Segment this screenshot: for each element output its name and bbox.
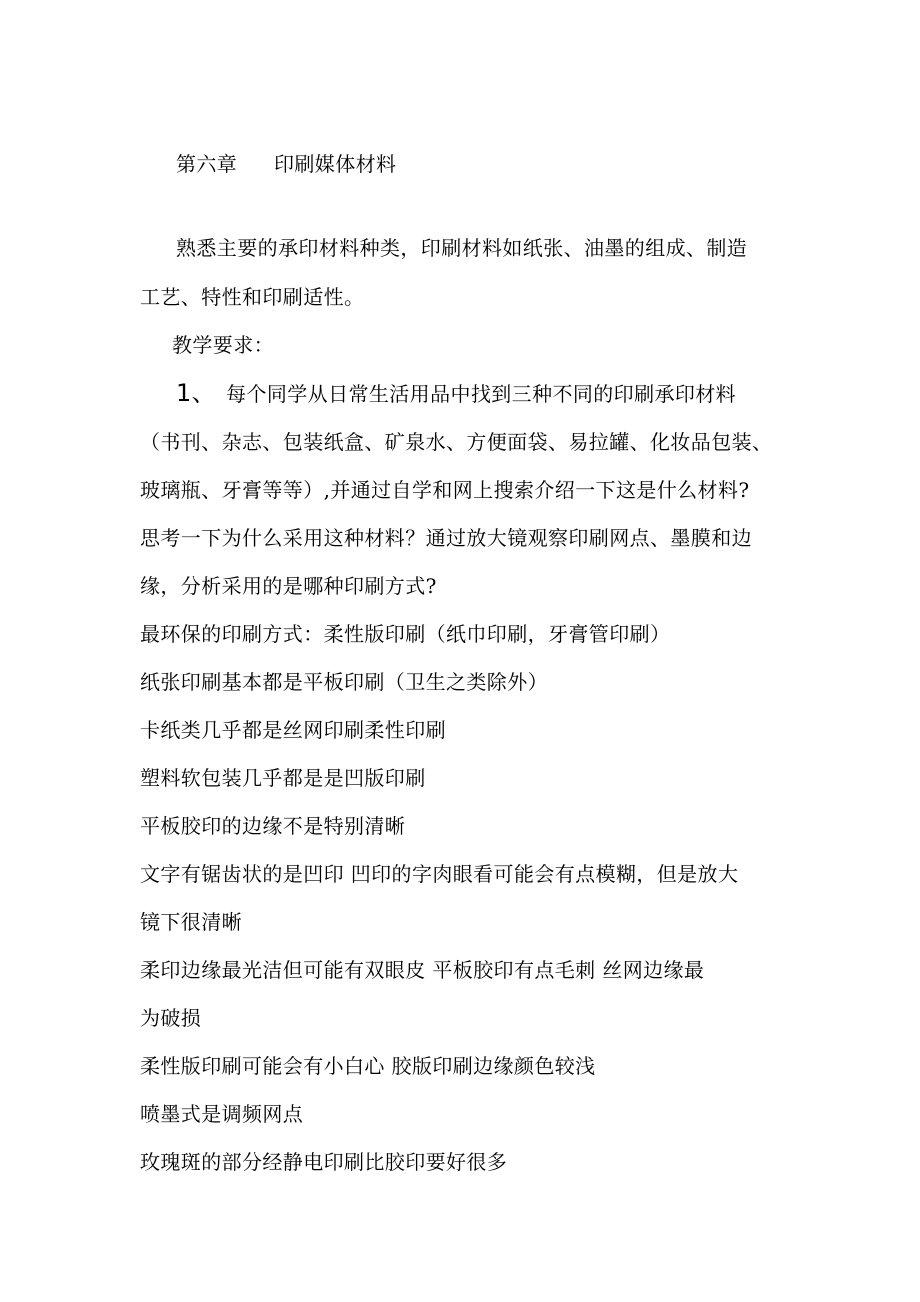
note-line: 纸张印刷基本都是平板印刷（卫生之类除外）	[140, 670, 548, 694]
note-line: 平板胶印的边缘不是特别清晰	[140, 814, 406, 838]
note-line: 为破损	[140, 1006, 202, 1030]
item-1-number: 1、	[176, 379, 217, 407]
note-line: 喷墨式是调频网点	[140, 1102, 304, 1126]
note-line: 文字有锯齿状的是凹印 凹印的字肉眼看可能会有点模糊，但是放大	[140, 862, 739, 886]
note-line: 柔性版印刷可能会有小白心 胶版印刷边缘颜色较浅	[140, 1054, 596, 1078]
item-1-line-5: 缘，分析采用的是哪种印刷方式?	[140, 574, 437, 598]
note-line: 柔印边缘最光洁但可能有双眼皮 平板胶印有点毛刺 丝网边缘最	[140, 958, 705, 982]
note-line: 镜下很清晰	[140, 910, 242, 934]
item-1-line-3: 玻璃瓶、牙膏等等）,并通过自学和网上搜索介绍一下这是什么材料?	[140, 478, 750, 502]
chapter-heading	[176, 152, 396, 176]
note-line: 玫瑰斑的部分经静电印刷比胶印要好很多	[140, 1150, 508, 1174]
intro-line-2: 工艺、特性和印刷适性。	[140, 285, 365, 309]
note-line: 最环保的印刷方式：柔性版印刷（纸巾印刷，牙膏管印刷）	[140, 622, 671, 646]
item-1-text-1: 每个同学从日常生活用品中找到三种不同的印刷承印材料	[226, 382, 737, 406]
intro-line-1: 熟悉主要的承印材料种类，印刷材料如纸张、油墨的组成、制造	[176, 236, 748, 260]
chapter-title: 印刷媒体材料	[274, 152, 397, 176]
note-line: 卡纸类几乎都是丝网印刷柔性印刷	[140, 718, 446, 742]
note-line: 塑料软包装几乎都是是凹版印刷	[140, 766, 426, 790]
requirements-label: 教学要求：	[172, 333, 274, 357]
item-1-line-1	[176, 381, 736, 406]
item-1-line-2: （书刊、杂志、包装纸盒、矿泉水、方便面袋、易拉罐、化妆品包装、	[140, 430, 773, 454]
chapter-number: 第六章	[176, 152, 238, 176]
item-1-line-4: 思考一下为什么采用这种材料？通过放大镜观察印刷网点、墨膜和边	[140, 526, 752, 550]
